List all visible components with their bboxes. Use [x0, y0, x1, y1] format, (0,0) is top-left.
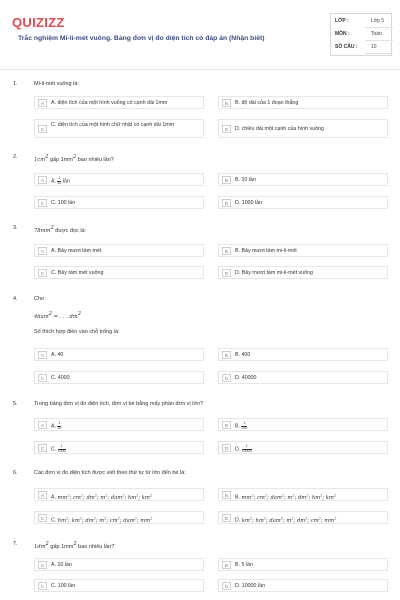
option-text: D. $km^2$; $hm^2$; dam$^2$; $m^2$; $dm^2$; $cm^2$; $mm^2$ — [235, 516, 337, 524]
option-letter: D — [222, 582, 231, 590]
option-text: D. 10000 lần — [235, 583, 266, 589]
option-a[interactable] — [34, 244, 204, 257]
unit: hm — [311, 494, 321, 501]
option-letter: C — [38, 374, 47, 382]
option-b[interactable] — [218, 348, 388, 361]
unit: hm — [57, 517, 67, 524]
unit: hm — [127, 494, 137, 501]
quiz-title: Trắc nghiệm Mi-li-mét vuông. Bảng đơn vị đo diện tích có đáp án (Nhận biết) — [18, 35, 265, 42]
option-d[interactable] — [218, 441, 388, 454]
option-a[interactable] — [34, 418, 204, 431]
meta-label: SỐ CÂU : — [335, 44, 358, 50]
option-a[interactable] — [34, 96, 204, 109]
unit: dm — [85, 517, 94, 524]
option-text: A. $\frac{1}{10}$ lần — [51, 176, 70, 185]
option-text: C. diện tích của một hình chữ nhật có cạnh dài 1mm — [51, 122, 175, 128]
meta-row-subject — [335, 29, 391, 41]
option-text: C. 100 lần — [51, 200, 76, 206]
option-text: D. Bảy mươi tám mi-li-mét vuông — [235, 270, 313, 276]
option-letter: C — [38, 199, 47, 207]
unit: hm — [255, 517, 264, 524]
meta-value: Lớp 5 — [371, 18, 385, 24]
question-text: Trong bảng đơn vị đo diện tích, đơn vị bé bằng mấy phần đơn vị lớn? — [34, 401, 204, 407]
unit: cm — [310, 517, 319, 524]
meta-value: Toán — [371, 31, 382, 37]
unit: km — [71, 517, 80, 524]
option-letter: B — [222, 491, 231, 499]
option-text: C. $hm^2$; $km^2$; $dm^2$; $m^2$; $cm^2$; dam$^2$; $mm^2$ — [51, 516, 153, 524]
option-letter: A — [38, 421, 47, 429]
option-letter: A — [38, 99, 47, 107]
unit: cm — [109, 517, 118, 524]
unit: m — [99, 517, 105, 524]
meta-row-class — [335, 16, 391, 28]
option-b[interactable] — [218, 488, 388, 501]
option-letter: A — [38, 351, 47, 359]
option-letter: D — [222, 125, 231, 133]
option-letter: B — [222, 176, 231, 184]
option-d[interactable] — [218, 119, 388, 138]
option-letter: C — [38, 514, 47, 522]
unit: m — [286, 517, 292, 524]
option-b[interactable] — [218, 244, 388, 257]
option-text: A. diện tích của một hình vuông có cạnh dài 1mm — [51, 100, 168, 106]
option-letter: D — [222, 514, 231, 522]
unit: km — [141, 494, 150, 501]
option-d[interactable] — [218, 371, 388, 384]
option-text: C. 100 lần — [51, 583, 76, 589]
unit: dm — [297, 494, 307, 501]
unit: mm — [241, 494, 252, 501]
option-letter: C — [38, 444, 47, 452]
option-letter: A — [38, 561, 47, 569]
unit: mm — [324, 517, 335, 524]
option-letter: D — [222, 374, 231, 382]
question-text: $1dm^2$ gấp $1mm^2$ bao nhiêu lần? — [34, 541, 115, 550]
question-number: 5. — [13, 401, 18, 407]
unit: dam — [123, 517, 135, 524]
option-letter: B — [222, 99, 231, 107]
unit: dm — [296, 517, 306, 524]
question-equation: 4dam$^2$ = . . . $dm^2$ — [34, 311, 82, 320]
option-a[interactable] — [34, 348, 204, 361]
question-number: 2. — [13, 154, 18, 160]
option-text: B. độ dài của 1 đoạn thẳng — [235, 100, 299, 106]
option-c[interactable] — [34, 266, 204, 279]
header-divider — [0, 69, 400, 70]
option-text: A. $\frac{1}{10}$ — [51, 421, 62, 430]
question-number: 6. — [13, 470, 18, 476]
question-number: 4. — [13, 296, 18, 302]
option-b[interactable] — [218, 96, 388, 109]
meta-row-count — [335, 42, 391, 54]
question-subtext: Số thích hợp điền vào chỗ trống là: — [34, 329, 120, 335]
option-d[interactable] — [218, 266, 388, 279]
option-text: C. 4000 — [51, 375, 70, 381]
meta-box — [330, 13, 392, 56]
option-text: B. 400 — [235, 352, 251, 358]
option-b[interactable] — [218, 418, 388, 431]
option-text: D. chiều dài một cạnh của hình vuông — [235, 126, 324, 132]
option-letter: B — [222, 561, 231, 569]
option-text: B. 5 lần — [235, 562, 253, 568]
option-c[interactable] — [34, 119, 204, 138]
header — [0, 0, 400, 70]
option-a[interactable] — [34, 488, 204, 501]
option-text: D. $\frac{1}{10000}$ — [235, 444, 252, 453]
option-b[interactable] — [218, 558, 388, 571]
unit: cm — [72, 494, 81, 501]
option-text: B. Bảy mươi tám mi-li-mét — [235, 248, 297, 254]
question-text: Mi-li-mét vuông là: — [34, 81, 79, 87]
question-number: 7. — [13, 541, 18, 547]
option-letter: B — [222, 247, 231, 255]
option-b[interactable] — [218, 173, 388, 186]
option-text: C. Bảy tám mét vuông — [51, 270, 104, 276]
option-text: A. 10 lần — [51, 562, 72, 568]
option-c[interactable] — [34, 371, 204, 384]
unit: dam — [270, 494, 282, 501]
option-letter: D — [222, 199, 231, 207]
option-c[interactable] — [34, 579, 204, 592]
option-text: D. 40000 — [235, 375, 257, 381]
meta-label: MÔN : — [335, 31, 350, 37]
option-letter: A — [38, 247, 47, 255]
option-c[interactable] — [34, 511, 204, 524]
question-text: $78mm^2$ được đọc là: — [34, 225, 87, 234]
option-c[interactable] — [34, 441, 204, 454]
unit: dam — [110, 494, 123, 501]
option-letter: D — [222, 444, 231, 452]
unit: dm — [86, 494, 95, 501]
option-d[interactable] — [218, 511, 388, 524]
option-text: C. $\frac{1}{1000}$ — [51, 444, 66, 453]
option-letter: A — [38, 176, 47, 184]
question-text: $1cm^2$ gấp $1mm^2$ bao nhiêu lần? — [34, 154, 114, 163]
option-letter: D — [222, 269, 231, 277]
option-letter: A — [38, 491, 47, 499]
unit: km — [325, 494, 334, 501]
unit: mm — [140, 517, 151, 524]
option-text: B. $\frac{1}{100}$ — [235, 421, 248, 430]
question-text: Cho — [34, 296, 45, 302]
option-a[interactable] — [34, 558, 204, 571]
option-d[interactable] — [218, 196, 388, 209]
option-text: A. $mm^2$; $cm^2$; $dm^2$; $m^2$; dam$^2$; $hm^2$; $km^2$ — [51, 493, 153, 501]
option-letter: B — [222, 351, 231, 359]
unit: dam — [269, 517, 281, 524]
unit: km — [241, 517, 250, 524]
option-text: A. 40 — [51, 352, 64, 358]
question-number: 1. — [13, 81, 18, 87]
option-letter: C — [38, 582, 47, 590]
option-text: A. Bảy mươi tám mét — [51, 248, 102, 254]
option-letter: C — [38, 125, 47, 133]
unit: m — [100, 494, 106, 501]
option-text: B. 10 lần — [235, 177, 256, 183]
unit: mm — [57, 494, 68, 501]
meta-value: 10 — [371, 44, 377, 50]
unit: cm — [256, 494, 265, 501]
option-text: D. 1000 lần — [235, 200, 263, 206]
option-letter: B — [222, 421, 231, 429]
option-a[interactable] — [34, 173, 204, 186]
option-d[interactable] — [218, 579, 388, 592]
option-c[interactable] — [34, 196, 204, 209]
question-text: Các đơn vị đo diện tích được viết theo thứ tự từ lớn đến bé là: — [34, 470, 186, 476]
option-letter: C — [38, 269, 47, 277]
unit: m — [287, 494, 293, 501]
option-text: B. $mm^2$; $cm^2$; dam$^2$; $m^2$; $dm^2$; $hm^2$; $km^2$ — [235, 493, 337, 501]
meta-label: LỚP : — [335, 18, 349, 24]
quizizz-logo: QUIZIZZ — [12, 15, 65, 30]
question-number: 3. — [13, 225, 18, 231]
